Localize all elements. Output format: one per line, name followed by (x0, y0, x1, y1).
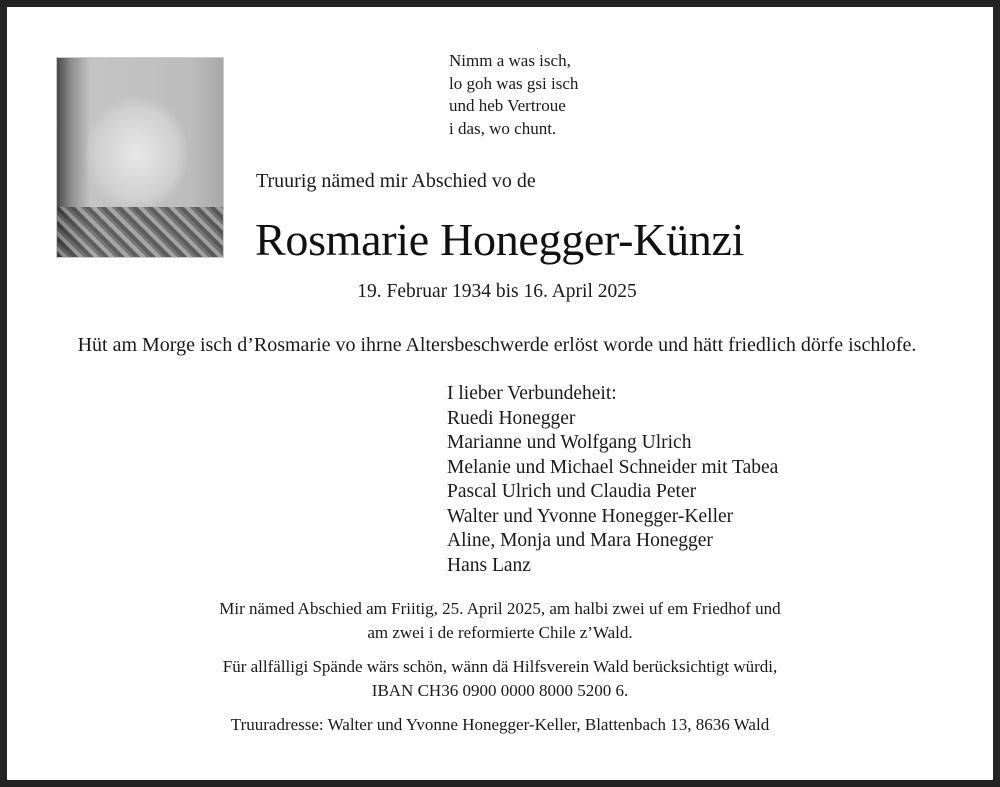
poem-line: Nimm a was isch, (449, 51, 571, 70)
family-member: Walter und Yvonne Honegger-Keller (447, 505, 734, 527)
farewell-line: Mir nämed Abschied am Friitig, 25. April 2025, am halbi zwei uf em Friedhof und (219, 599, 781, 618)
farewell-line: am zwei i de reformierte Chile z’Wald. (367, 622, 633, 642)
deceased-name: Rosmarie Honegger-Künzi (255, 214, 745, 265)
donation-info (0, 655, 1000, 702)
family-heading: I lieber Verbundeheit: (447, 383, 617, 404)
intro-text: Truurig nämed mir Abschied vo de (256, 170, 536, 192)
donation-iban: IBAN CH36 0900 0000 8000 5200 6. (371, 680, 629, 700)
family-list (447, 382, 778, 578)
poem-line: und heb Vertroue (449, 96, 566, 115)
portrait-photo (56, 57, 224, 258)
family-member: Marianne und Wolfgang Ulrich (447, 432, 692, 453)
family-member: Hans Lanz (447, 554, 531, 576)
family-member: Melanie und Michael Schneider mit Tabea (447, 456, 779, 478)
announcement-paragraph: Hüt am Morge isch d’Rosmarie vo ihrne Altersbeschwerde erlöst worde und hätt friedlich dörfe ischlofe. (77, 334, 917, 356)
family-member: Aline, Monja und Mara Honegger (447, 530, 713, 551)
family-member: Pascal Ulrich und Claudia Peter (447, 481, 697, 502)
farewell-info (0, 597, 1000, 644)
poem (449, 50, 578, 140)
donation-line: Für allfälligi Spände wärs schön, wänn dä Hilfsverein Wald berücksichtigt würdi, (222, 657, 778, 676)
mourning-address: Truuradresse: Walter und Yvonne Honegger-Keller, Blattenbach 13, 8636 Wald (230, 715, 770, 734)
poem-line: lo goh was gsi isch (449, 73, 579, 93)
family-member: Ruedi Honegger (447, 407, 576, 429)
poem-line: i das, wo chunt. (449, 118, 557, 138)
life-dates: 19. Februar 1934 bis 16. April 2025 (357, 281, 637, 302)
